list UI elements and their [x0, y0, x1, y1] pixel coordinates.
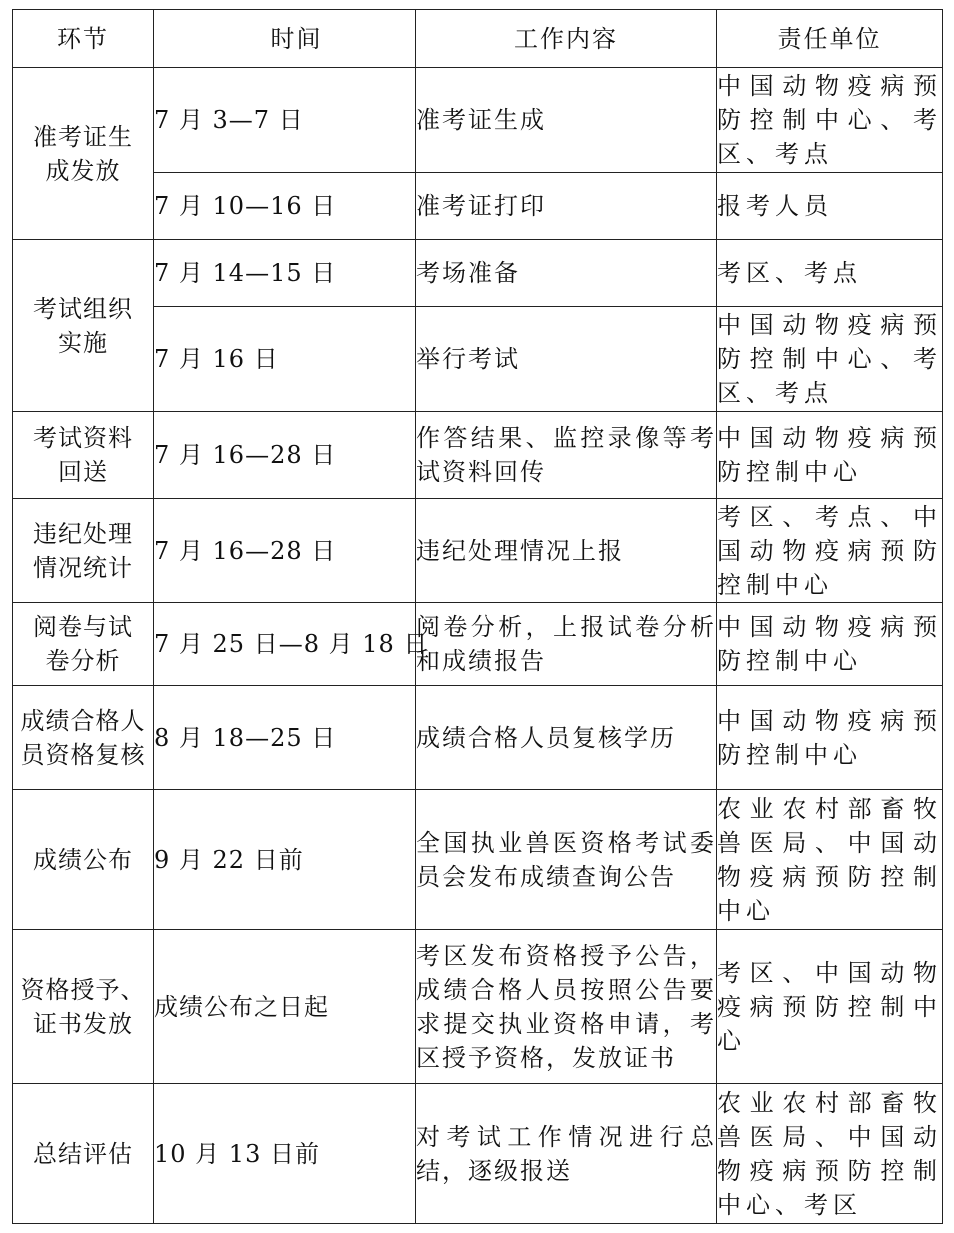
time-cell: 7 月 16 日 [154, 307, 416, 412]
stage-cell [13, 412, 154, 499]
table-row [13, 603, 943, 686]
stage-cell [13, 1084, 154, 1224]
header-unit: 责任单位 [717, 10, 943, 68]
unit-cell: 农业农村部畜牧兽医局、中国动物疫病预防控制中心、考区 [717, 1084, 943, 1224]
stage-text: 成绩公布 [33, 845, 133, 874]
time-cell: 7 月 16—28 日 [154, 412, 416, 499]
content-cell: 违纪处理情况上报 [416, 499, 717, 603]
unit-cell: 考区、中国动物疫病预防控制中心 [717, 930, 943, 1084]
time-cell: 8 月 18—25 日 [154, 686, 416, 790]
header-stage: 环节 [13, 10, 154, 68]
stage-text: 阅卷与试卷分析 [33, 613, 133, 675]
content-cell: 阅卷分析，上报试卷分析和成绩报告 [416, 603, 717, 686]
stage-cell [13, 790, 154, 930]
stage-cell [13, 686, 154, 790]
unit-cell: 中国动物疫病预防控制中心 [717, 412, 943, 499]
schedule-table [12, 9, 943, 1224]
stage-text: 考试组织实施 [33, 294, 133, 357]
unit-cell: 农业农村部畜牧兽医局、中国动物疫病预防控制中心 [717, 790, 943, 930]
unit-cell: 报考人员 [717, 173, 943, 240]
table-row [13, 686, 943, 790]
unit-cell: 考区、考点、中国动物疫病预防控制中心 [717, 499, 943, 603]
stage-cell [13, 603, 154, 686]
stage-cell [13, 68, 154, 240]
unit-cell: 中国动物疫病预防控制中心 [717, 686, 943, 790]
content-cell: 准考证生成 [416, 68, 717, 173]
time-cell: 成绩公布之日起 [154, 930, 416, 1084]
time-cell: 10 月 13 日前 [154, 1084, 416, 1224]
stage-cell [13, 240, 154, 412]
content-cell: 作答结果、监控录像等考试资料回传 [416, 412, 717, 499]
content-cell: 对考试工作情况进行总结，逐级报送 [416, 1084, 717, 1224]
content-cell: 考区发布资格授予公告，成绩合格人员按照公告要求提交执业资格申请，考区授予资格，发放证书 [416, 930, 717, 1084]
time-cell: 7 月 10—16 日 [154, 173, 416, 240]
content-cell: 全国执业兽医资格考试委员会发布成绩查询公告 [416, 790, 717, 930]
stage-text: 总结评估 [33, 1139, 133, 1168]
stage-text: 违纪处理情况统计 [33, 519, 133, 582]
unit-cell: 中国动物疫病预防控制中心、考区、考点 [717, 68, 943, 173]
header-content: 工作内容 [416, 10, 717, 68]
table-row [13, 1084, 943, 1224]
time-cell: 7 月 14—15 日 [154, 240, 416, 307]
table-row [13, 412, 943, 499]
time-cell: 9 月 22 日前 [154, 790, 416, 930]
header-time: 时间 [154, 10, 416, 68]
content-cell: 准考证打印 [416, 173, 717, 240]
stage-cell [13, 930, 154, 1084]
content-cell: 举行考试 [416, 307, 717, 412]
table-row [13, 930, 943, 1084]
unit-cell: 中国动物疫病预防控制中心 [717, 603, 943, 686]
table-row [13, 68, 943, 173]
content-cell: 成绩合格人员复核学历 [416, 686, 717, 790]
stage-cell [13, 499, 154, 603]
time-cell: 7 月 16—28 日 [154, 499, 416, 603]
time-cell: 7 月 25 日—8 月 18 日 [154, 603, 416, 686]
content-cell: 考场准备 [416, 240, 717, 307]
unit-cell: 中国动物疫病预防控制中心、考区、考点 [717, 307, 943, 412]
time-cell: 7 月 3—7 日 [154, 68, 416, 173]
header-row [13, 10, 943, 68]
unit-cell: 考区、考点 [717, 240, 943, 307]
table-row [13, 240, 943, 307]
stage-text: 资格授予、证书发放 [20, 975, 146, 1038]
stage-text: 考试资料回送 [33, 424, 133, 486]
stage-text: 成绩合格人员资格复核 [20, 706, 146, 769]
table-row [13, 790, 943, 930]
stage-text: 准考证生成发放 [33, 122, 133, 185]
table-row [13, 499, 943, 603]
